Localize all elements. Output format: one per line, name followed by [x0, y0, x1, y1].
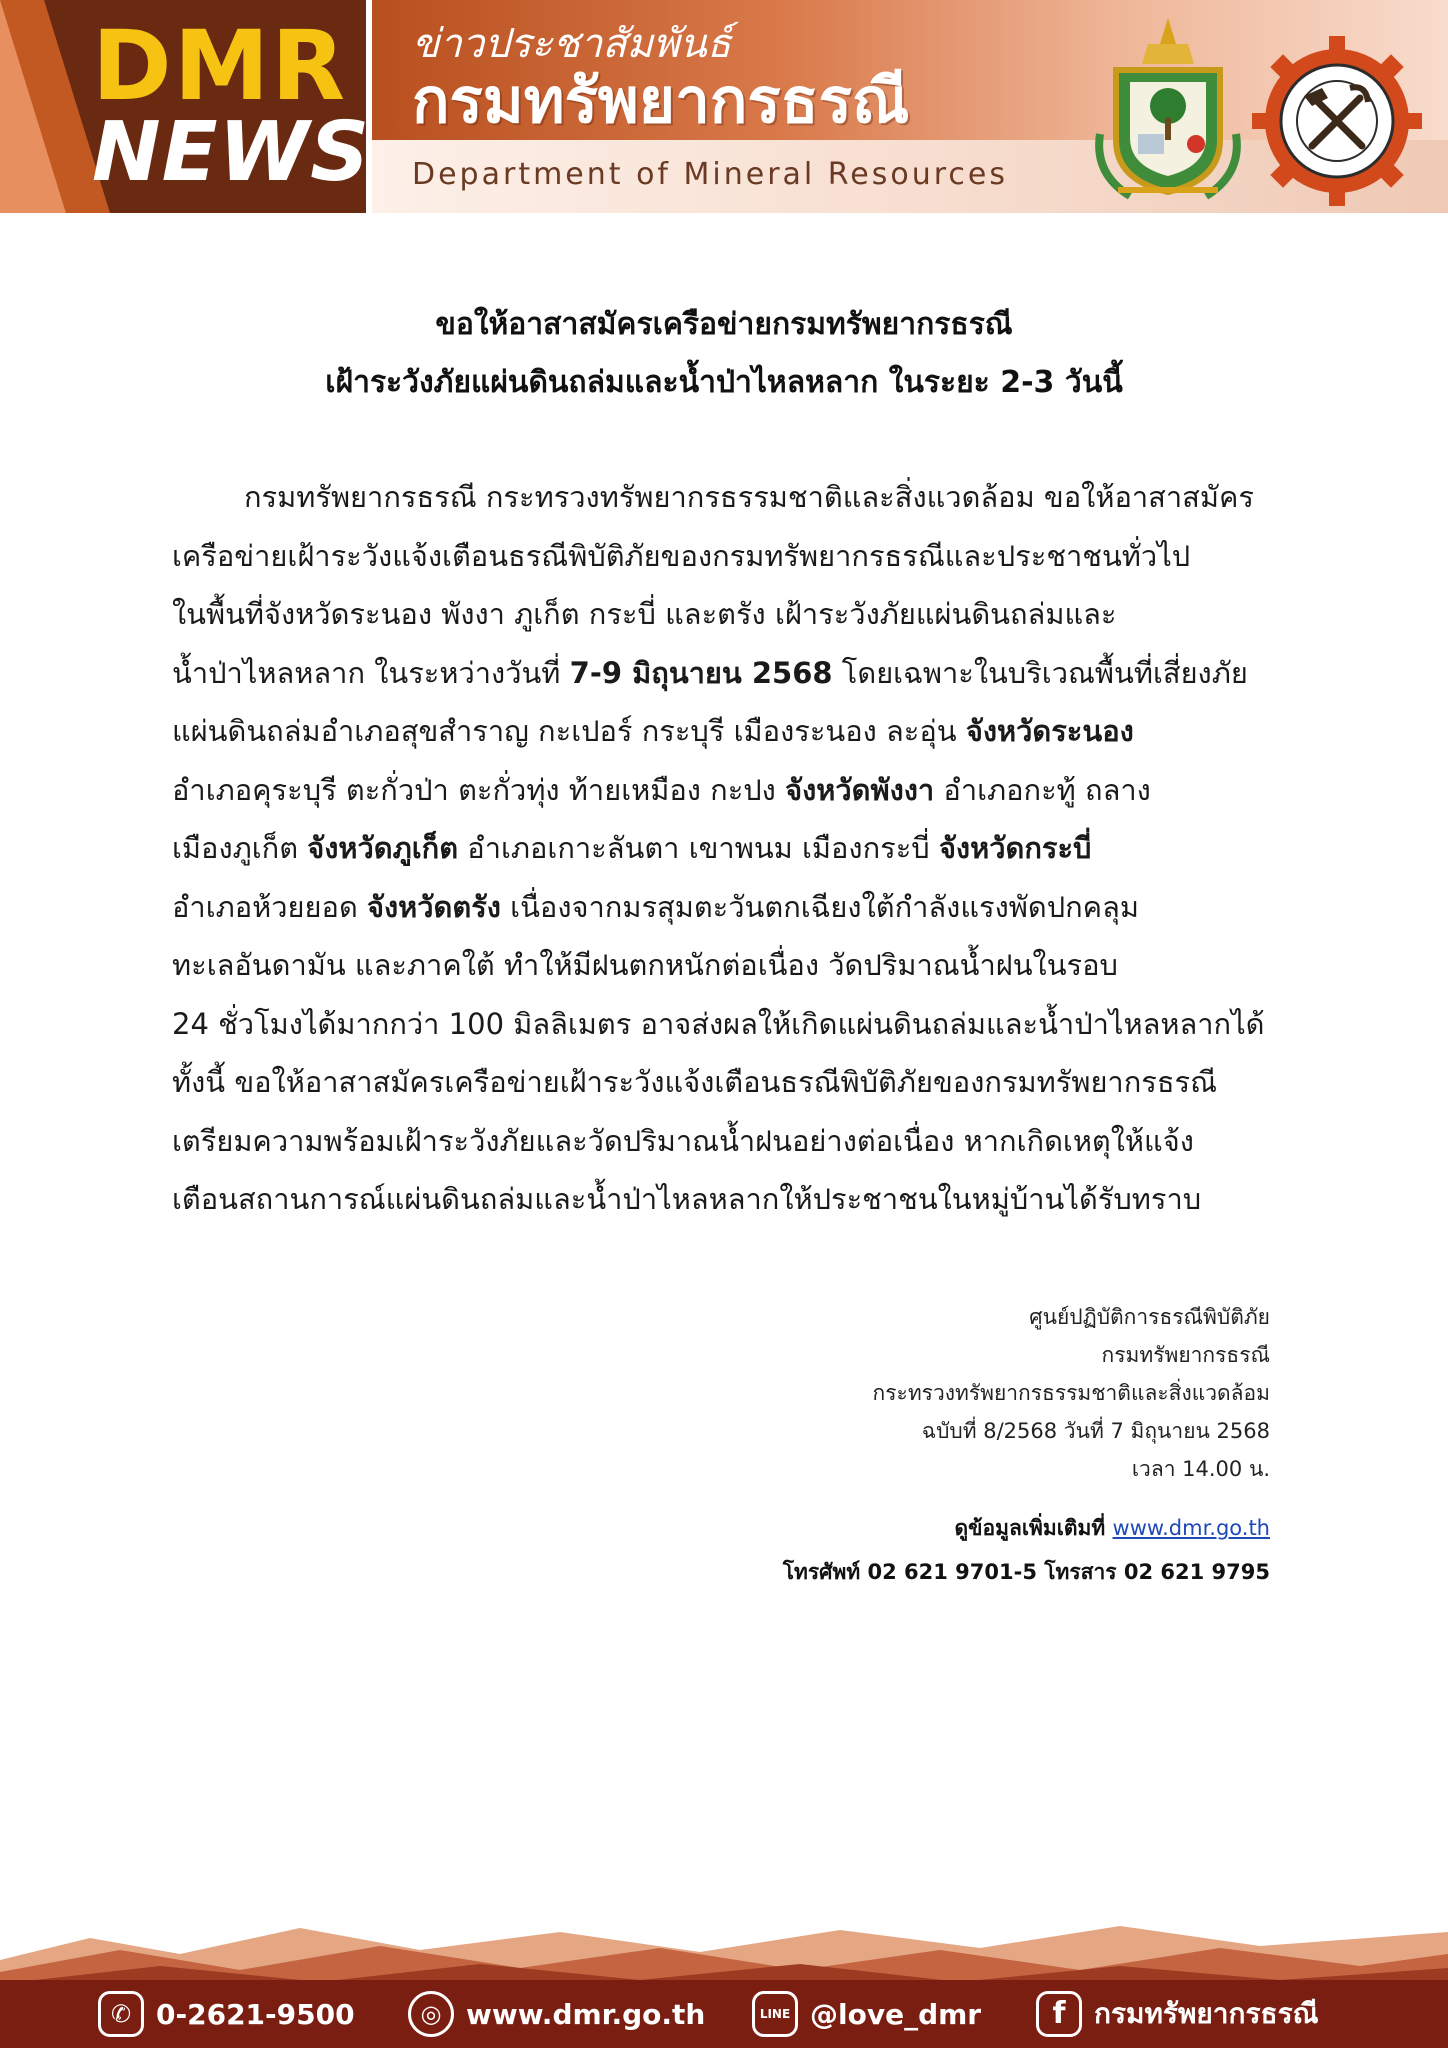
body-text: อำเภอเกาะลันตา เขาพนม เมืองกระบี่ — [458, 831, 939, 865]
phone-icon: ✆ — [98, 1991, 144, 2037]
body-text: โดยเฉพาะในบริเวณพื้นที่เสี่ยงภัย — [832, 655, 1248, 690]
body-line: เครือข่ายเฝ้าระวังแจ้งเตือนธรณีพิบัติภัยของกรมทรัพยากรธรณีและประชาชนทั่วไป — [172, 538, 1191, 573]
body-line — [172, 644, 1272, 703]
footer-phone-text: 0-2621-9500 — [156, 1997, 355, 2031]
body-line: 24 ชั่วโมงได้มากกว่า 100 มิลลิเมตร อาจส่งผลให้เกิดแผ่นดินถล่มและน้ำป่าไหลหลากได้ — [172, 1006, 1265, 1041]
department-emblem-icon — [1088, 14, 1248, 200]
body-text: อำเภอกะทู้ ถลาง — [934, 772, 1151, 807]
body-line — [172, 702, 1272, 761]
logo-dmr-text: DMR — [92, 10, 348, 122]
more-info — [700, 1506, 1270, 1594]
issuer-center: ศูนย์ปฏิบัติการธรณีพิบัติภัย — [1029, 1305, 1270, 1329]
banner-department-th: กรมทรัพยากรธรณี — [412, 64, 910, 137]
more-info-line — [700, 1506, 1270, 1550]
body-text: อำเภอห้วยยอด — [172, 889, 367, 924]
more-info-label: ดูข้อมูลเพิ่มเติมที่ — [954, 1516, 1113, 1540]
footer-phone[interactable] — [98, 1990, 355, 2038]
page-footer — [0, 1920, 1448, 2048]
banner-department-en: Department of Mineral Resources — [412, 157, 1009, 192]
line-app-icon: LINE — [752, 1991, 798, 2037]
issuer-signature — [700, 1298, 1270, 1488]
footer-facebook-text: กรมทรัพยากรธรณี — [1094, 1997, 1319, 2030]
website-link[interactable]: www.dmr.go.th — [1112, 1516, 1270, 1540]
issuer-ministry: กระทรวงทรัพยากรธรรมชาติและสิ่งแวดล้อม — [872, 1381, 1270, 1405]
body-line — [172, 878, 1272, 937]
footer-line-text: @love_dmr — [810, 1997, 982, 2031]
dmr-gear-logo-icon — [1252, 36, 1422, 206]
footer-line[interactable] — [752, 1990, 981, 2038]
footer-website[interactable] — [408, 1990, 705, 2038]
province-krabi: จังหวัดกระบี่ — [938, 831, 1092, 865]
province-trang: จังหวัดตรัง — [367, 889, 501, 924]
body-line — [172, 761, 1272, 820]
issuer-department: กรมทรัพยากรธรณี — [1101, 1343, 1270, 1367]
body-line: ในพื้นที่จังหวัดระนอง พังงา ภูเก็ต กระบี่ และตรัง เฝ้าระวังภัยแผ่นดินถล่มและ — [172, 597, 1117, 631]
facebook-icon: f — [1036, 1991, 1082, 2037]
body-line: กรมทรัพยากรธรณี กระทรวงทรัพยากรธรรมชาติและสิ่งแวดล้อม ขอให้อาสาสมัคร — [244, 480, 1254, 514]
logo-news-text: NEWS — [92, 105, 371, 200]
headline-line-1: ขอให้อาสาสมัครเครือข่ายกรมทรัพยากรธรณี — [435, 307, 1013, 342]
body-line: เตรียมความพร้อมเฝ้าระวังภัยและวัดปริมาณน้ำฝนอย่างต่อเนื่อง หากเกิดเหตุให้แจ้ง — [172, 1123, 1194, 1158]
body-line: ทะเลอันดามัน และภาคใต้ ทำให้มีฝนตกหนักต่อเนื่อง วัดปริมาณน้ำฝนในรอบ — [172, 948, 1118, 982]
issue-time: เวลา 14.00 น. — [1131, 1457, 1270, 1481]
banner-kicker: ข่าวประชาสัมพันธ์ — [412, 21, 732, 67]
body-line: ทั้งนี้ ขอให้อาสาสมัครเครือข่ายเฝ้าระวังแจ้งเตือนธรณีพิบัติภัยของกรมทรัพยากรธรณี — [172, 1065, 1218, 1099]
footer-website-text: www.dmr.go.th — [466, 1997, 706, 2031]
globe-icon: ◎ — [408, 1991, 454, 2037]
body-text: เมืองภูเก็ต — [172, 831, 308, 865]
body-line: เตือนสถานการณ์แผ่นดินถล่มและน้ำป่าไหลหลากให้ประชาชนในหมู่บ้านได้รับทราบ — [172, 1182, 1202, 1216]
body-text: แผ่นดินถล่มอำเภอสุขสำราญ กะเปอร์ กระบุรี เมืองระนอง ละอุ่น — [172, 714, 966, 748]
warning-date: 7-9 มิถุนายน 2568 — [569, 655, 833, 690]
news-headline — [160, 296, 1288, 412]
body-text: น้ำป่าไหลหลาก ในระหว่างวันที่ — [172, 655, 570, 690]
body-text: อำเภอคุระบุรี ตะกั่วป่า ตะกั่วทุ่ง ท้ายเหมือง กะปง — [172, 772, 786, 807]
headline-line-2: เฝ้าระวังภัยแผ่นดินถล่มและน้ำป่าไหลหลาก ในระยะ 2-3 วันนี้ — [325, 365, 1123, 400]
news-body — [172, 468, 1272, 1229]
body-text: เนื่องจากมรสุมตะวันตกเฉียงใต้กำลังแรงพัดปกคลุม — [500, 889, 1139, 924]
page-header — [0, 0, 1448, 220]
province-phuket: จังหวัดภูเก็ต — [307, 831, 459, 865]
issue-number-date: ฉบับที่ 8/2568 วันที่ 7 มิถุนายน 2568 — [921, 1419, 1270, 1443]
contact-phone-fax: โทรศัพท์ 02 621 9701-5 โทรสาร 02 621 9795 — [782, 1560, 1270, 1584]
province-phangnga: จังหวัดพังงา — [785, 772, 935, 807]
province-ranong: จังหวัดระนอง — [965, 714, 1134, 748]
footer-facebook[interactable] — [1036, 1990, 1319, 2038]
body-line — [172, 819, 1272, 878]
